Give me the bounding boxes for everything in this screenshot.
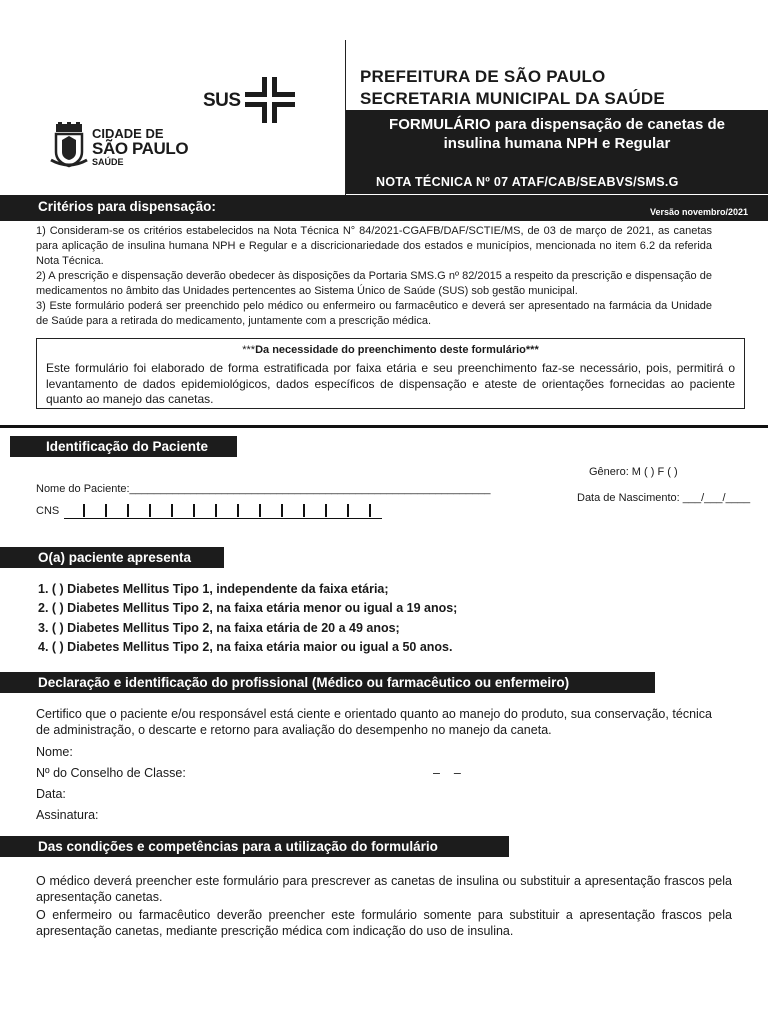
option-4[interactable]: 4. ( ) Diabetes Mellitus Tipo 2, na faixa etária maior ou igual a 50 anos. xyxy=(38,640,453,654)
conditions-section-title: Das condições e competências para a utilização do formulário xyxy=(0,836,509,857)
section-divider xyxy=(0,425,768,428)
gender-field[interactable]: Gênero: M ( ) F ( ) xyxy=(589,466,678,478)
form-title-line2: insulina humana NPH e Regular xyxy=(443,135,671,152)
date-field[interactable]: Data: xyxy=(36,787,66,801)
sus-logo-text: SUS xyxy=(203,90,241,111)
patient-name-field[interactable]: Nome do Paciente:___________________________________________________________ xyxy=(36,483,491,495)
cns-input[interactable] xyxy=(64,502,382,519)
council-number-separators: – – xyxy=(433,766,461,780)
criteria-item: 2) A prescrição e dispensação deverão obedecer às disposições da Portaria SMS.G nº 82/2015 a respeito da prescrição e dispensação de medicamentos no âmbito das Unidades pertencentes ao Sistema Único de Saúde (SUS) sob gestão municipal. xyxy=(36,270,712,297)
professional-name-field[interactable]: Nome: xyxy=(36,745,73,759)
city-of-sao-paulo-logo xyxy=(50,120,190,174)
criteria-item: 3) Este formulário poderá ser preenchido pelo médico ou enfermeiro ou farmacêutico e deverá ser apresentado na farmácia da Unidade de Saúde para a retirada do medicamento, juntamente com a prescrição médica. xyxy=(36,300,712,327)
council-number-field[interactable]: Nº do Conselho de Classe: xyxy=(36,766,186,780)
patient-section-title: Identificação do Paciente xyxy=(10,436,237,457)
conditions-paragraph-2: O enfermeiro ou farmacêutico deverão preencher este formulário somente para substituir a apresentação frascos pela apresentação canetas, mediante prescrição médica com indicação do uso de insulina. xyxy=(36,908,732,938)
city-crest-icon xyxy=(50,122,88,168)
nota-tecnica: NOTA TÉCNICA Nº 07 ATAF/CAB/SEABVS/SMS.G xyxy=(376,175,679,189)
necessity-title xyxy=(37,344,744,356)
necessity-title-prefix: *** xyxy=(242,344,256,356)
version-label: Versão novembro/2021 xyxy=(649,207,748,217)
option-2[interactable]: 2. ( ) Diabetes Mellitus Tipo 2, na faixa etária menor ou igual a 19 anos; xyxy=(38,601,458,615)
form-title xyxy=(346,115,768,153)
necessity-box xyxy=(36,338,745,409)
sus-cross-icon xyxy=(245,77,295,123)
necessity-title-text: Da necessidade do preenchimento deste formulário xyxy=(255,344,526,356)
criteria-header-bar xyxy=(0,195,768,221)
organization-line1: PREFEITURA DE SÃO PAULO xyxy=(360,67,606,86)
declaration-text: Certifico que o paciente e/ou responsável está ciente e orientado quanto ao manejo do produto, sua conservação, técnica de administração, o descarte e retorno para avaliação do desempenho no manejo da caneta. xyxy=(36,707,712,737)
city-logo-line2: SÃO PAULO xyxy=(92,139,189,158)
necessity-body: Este formulário foi elaborado de forma estratificada por faixa etária e seu preenchimento faz-se necessário, pois, permitirá o levantamento de dados epidemiológicos, dados específicos de dispensação e ateste de orientações fornecidas ao paciente quanto ao manejo das canetas. xyxy=(46,361,735,406)
presents-section-title: O(a) paciente apresenta xyxy=(0,547,224,568)
necessity-title-suffix: *** xyxy=(525,344,539,356)
form-title-block xyxy=(346,110,768,194)
criteria-title: Critérios para dispensação: xyxy=(38,199,216,214)
birth-date-field[interactable]: Data de Nascimento: ___/___/____ xyxy=(577,492,751,504)
criteria-list xyxy=(36,224,712,329)
signature-field[interactable]: Assinatura: xyxy=(36,808,99,822)
option-1[interactable]: 1. ( ) Diabetes Mellitus Tipo 1, independente da faixa etária; xyxy=(38,582,389,596)
option-3[interactable]: 3. ( ) Diabetes Mellitus Tipo 2, na faixa etária de 20 a 49 anos; xyxy=(38,621,400,635)
criteria-item: 1) Consideram-se os critérios estabelecidos na Nota Técnica N° 84/2021-CGAFB/DAF/SCTIE/MS, de 03 de março de 2021, as canetas para aplicação de insulina humana NPH e Regular e a discricionariedade dos estados e municípios, mencionada no item 6.2 da referida Nota Técnica. xyxy=(36,225,712,267)
cns-label: CNS xyxy=(36,505,60,517)
form-title-line1: FORMULÁRIO para dispensação de canetas de xyxy=(389,116,725,133)
city-logo-line1: CIDADE DE xyxy=(92,126,164,141)
organization-name xyxy=(360,66,665,110)
organization-line2: SECRETARIA MUNICIPAL DA SAÚDE xyxy=(360,89,665,108)
city-logo-line3: SAÚDE xyxy=(92,157,124,167)
declaration-section-title: Declaração e identificação do profissional (Médico ou farmacêutico ou enfermeiro) xyxy=(0,672,655,693)
conditions-paragraph-1: O médico deverá preencher este formulário para prescrever as canetas de insulina ou substituir a apresentação frascos pela apresentação canetas. xyxy=(36,874,732,904)
